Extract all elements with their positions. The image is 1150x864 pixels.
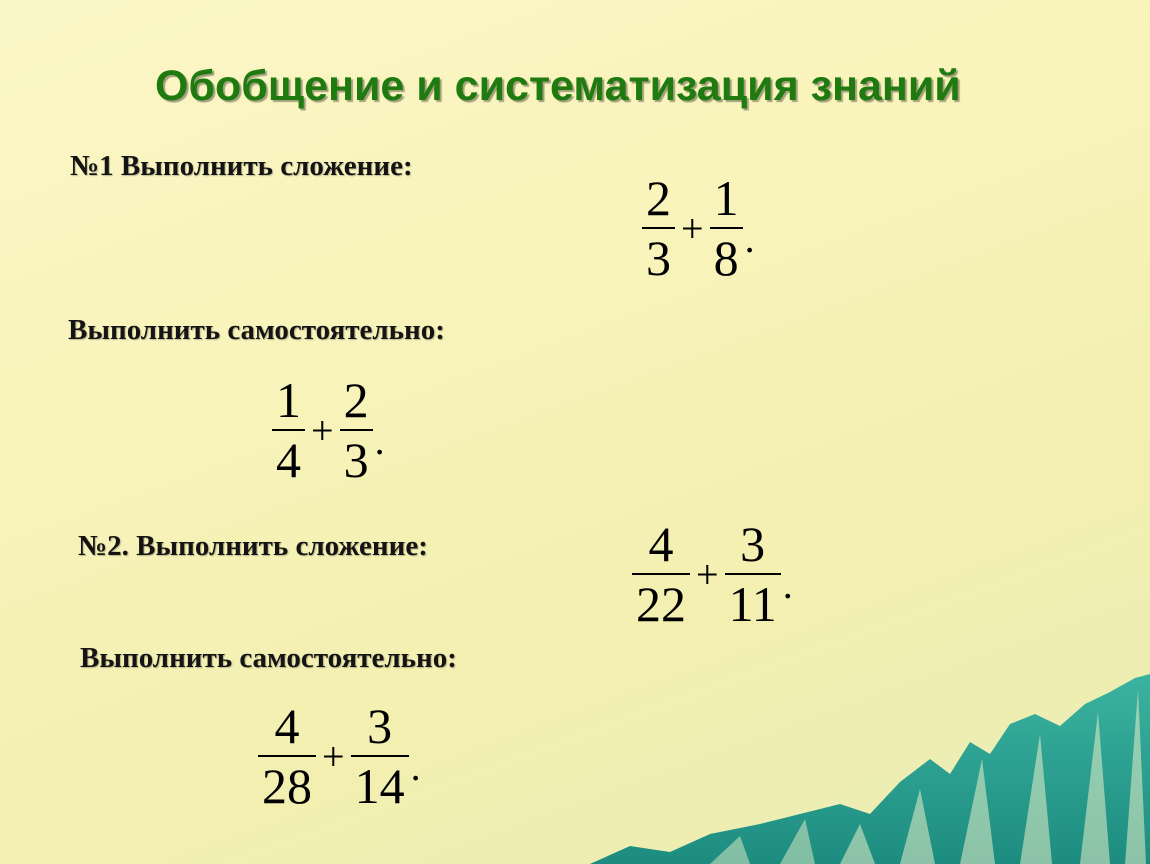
- fraction-bar: [340, 429, 373, 431]
- plus-sign: +: [322, 733, 345, 779]
- fraction-bar: [351, 755, 409, 757]
- denominator: 4: [276, 432, 301, 488]
- plus-sign: +: [696, 551, 719, 597]
- self2-expression: [258, 700, 421, 812]
- numerator: 3: [740, 516, 766, 572]
- denominator: 22: [636, 576, 686, 632]
- fraction-bar: [725, 573, 781, 575]
- self1-label: Выполнить самостоятельно:: [68, 314, 445, 346]
- numerator: 4: [648, 516, 674, 572]
- fraction-bar: [710, 227, 743, 229]
- task2-label: №2. Выполнить сложение:: [78, 530, 428, 562]
- task1-label: №1 Выполнить сложение:: [70, 150, 413, 182]
- fraction: [642, 172, 675, 284]
- mountains-decoration: [590, 664, 1150, 864]
- denominator: 8: [713, 230, 739, 286]
- numerator: 2: [646, 170, 671, 226]
- period: .: [410, 744, 421, 789]
- task2-expression: [632, 518, 793, 630]
- denominator: 3: [343, 432, 369, 488]
- fraction: [272, 374, 305, 486]
- fraction-bar: [642, 227, 675, 229]
- numerator: 3: [367, 698, 393, 754]
- denominator: 28: [262, 758, 312, 814]
- fraction: [258, 700, 316, 812]
- denominator: 14: [354, 758, 405, 814]
- plus-sign: +: [311, 407, 334, 453]
- task1-expression: [642, 172, 755, 284]
- self1-expression: [272, 374, 385, 486]
- fraction: [340, 374, 373, 486]
- fraction-bar: [258, 755, 316, 757]
- self2-label: Выполнить самостоятельно:: [80, 642, 457, 674]
- fraction: [725, 518, 781, 630]
- denominator: 3: [646, 230, 671, 286]
- slide-title: Обобщение и систематизация знаний: [155, 62, 961, 110]
- numerator: 1: [276, 372, 301, 428]
- period: .: [744, 216, 755, 261]
- fraction-bar: [272, 429, 305, 431]
- period: .: [374, 418, 385, 463]
- fraction: [351, 700, 409, 812]
- period: .: [782, 562, 793, 607]
- denominator: 11: [728, 576, 777, 632]
- numerator: 2: [343, 372, 369, 428]
- plus-sign: +: [681, 205, 704, 251]
- numerator: 4: [274, 698, 300, 754]
- numerator: 1: [713, 170, 739, 226]
- fraction: [632, 518, 690, 630]
- fraction: [710, 172, 743, 284]
- fraction-bar: [632, 573, 690, 575]
